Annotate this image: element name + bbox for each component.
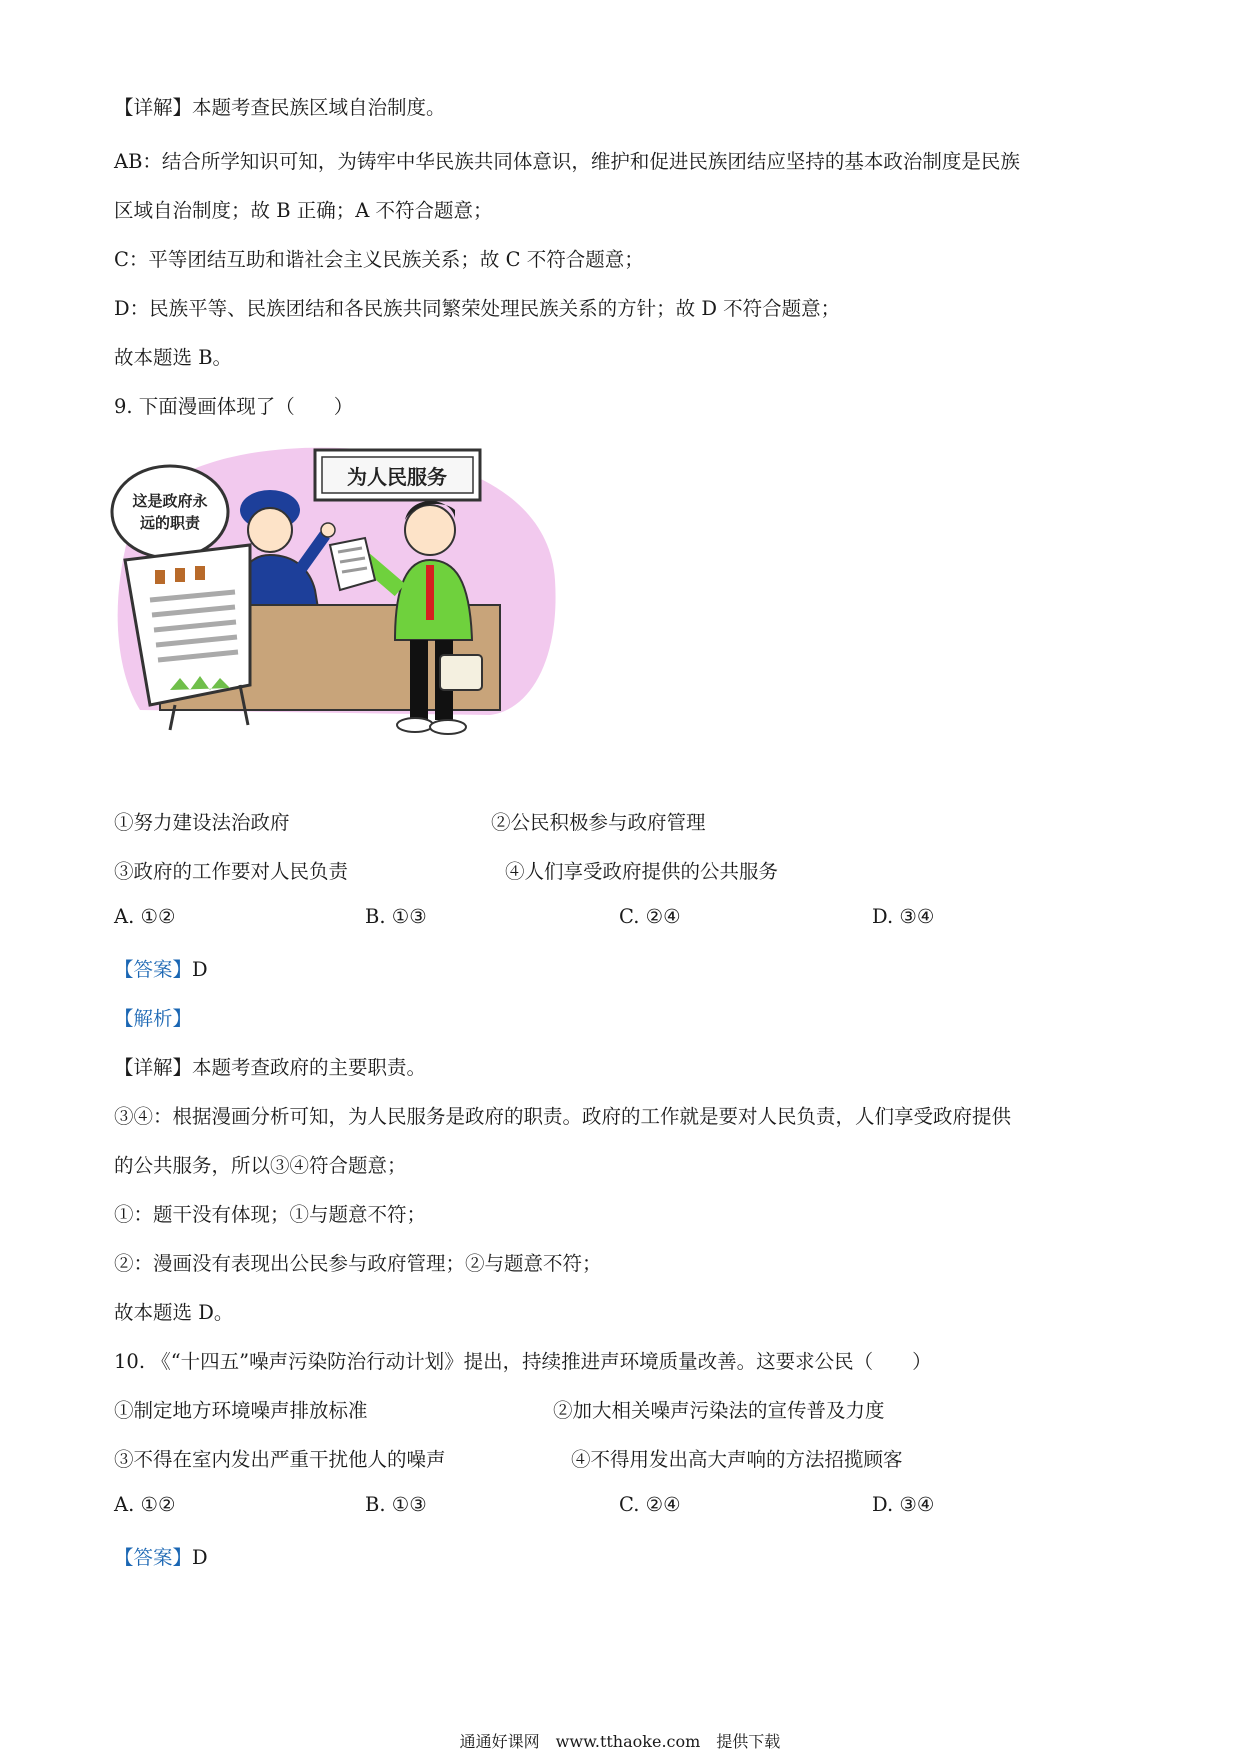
detail-line: AB：结合所学知识可知，为铸牢中华民族共同体意识，维护和促进民族团结应坚持的基本政治制度是民族 [114,150,1020,173]
q10-answer [114,1542,208,1570]
q10-item-2: ②加大相关噪声污染法的宣传普及力度 [553,1399,885,1422]
q10-item-3: ③不得在室内发出严重干扰他人的噪声 [114,1448,446,1471]
answer-value: D [192,1546,208,1569]
q9-detail-line: 故本题选 D。 [114,1301,234,1324]
question-9-stem: 9. 下面漫画体现了（ ） [114,395,354,418]
q9-analysis-tag: 【解析】 [114,1007,193,1030]
bubble-line-2: 远的职责 [139,514,201,532]
detail-text: 本题考查民族区域自治制度。 [192,96,446,119]
q10-choice-d: D. ③④ [872,1493,935,1516]
q9-choice-b: B. ①③ [365,905,427,928]
q9-choice-a: A. ①② [114,905,176,928]
answer-tag: 【答案】 [114,1546,193,1569]
q10-item-4: ④不得用发出高大声响的方法招揽顾客 [571,1448,903,1471]
q9-item-1: ①努力建设法治政府 [114,811,290,834]
q10-choice-c: C. ②④ [619,1493,681,1516]
detail-line: 故本题选 B。 [114,346,233,369]
answer-value: D [192,958,208,981]
q10-choice-b: B. ①③ [365,1493,427,1516]
cartoon-illustration [110,440,560,775]
q9-answer [114,954,208,982]
q9-choice-c: C. ②④ [619,905,681,928]
q9-detail-heading [114,1052,426,1080]
detail-text: 本题考查政府的主要职责。 [192,1056,427,1079]
q9-item-3: ③政府的工作要对人民负责 [114,860,349,883]
q9-item-4: ④人们享受政府提供的公共服务 [505,860,779,883]
detail-tag: 【详解】 [114,1056,193,1079]
q9-item-2: ②公民积极参与政府管理 [491,811,706,834]
sign-text: 为人民服务 [347,465,447,489]
answer-tag: 【答案】 [114,958,193,981]
q10-choice-a: A. ①② [114,1493,176,1516]
q9-detail-line: ②：漫画没有表现出公民参与政府管理；②与题意不符； [114,1252,602,1275]
bubble-line-1: 这是政府永 [132,492,208,510]
detail-line: C：平等团结互助和谐社会主义民族关系；故 C 不符合题意； [114,248,644,271]
detail-tag: 【详解】 [114,96,193,119]
detail-line: D：民族平等、民族团结和各民族共同繁荣处理民族关系的方针；故 D 不符合题意； [114,297,841,320]
page-footer: 通通好课网 www.tthaoke.com 提供下载 [459,1732,781,1751]
question-10-stem: 10. 《“十四五”噪声污染防治行动计划》提出，持续推进声环境质量改善。这要求公民（ ） [114,1350,932,1373]
q9-choice-d: D. ③④ [872,905,935,928]
q9-detail-line: ③④：根据漫画分析可知，为人民服务是政府的职责。政府的工作就是要对人民负责，人们享受政府提供 [114,1105,1012,1128]
detail-heading [114,92,446,120]
detail-line: 区域自治制度；故 B 正确；A 不符合题意； [114,199,493,222]
q10-item-1: ①制定地方环境噪声排放标准 [114,1399,368,1422]
q9-detail-line: ①：题干没有体现；①与题意不符； [114,1203,427,1226]
q9-detail-line: 的公共服务，所以③④符合题意； [114,1154,407,1177]
